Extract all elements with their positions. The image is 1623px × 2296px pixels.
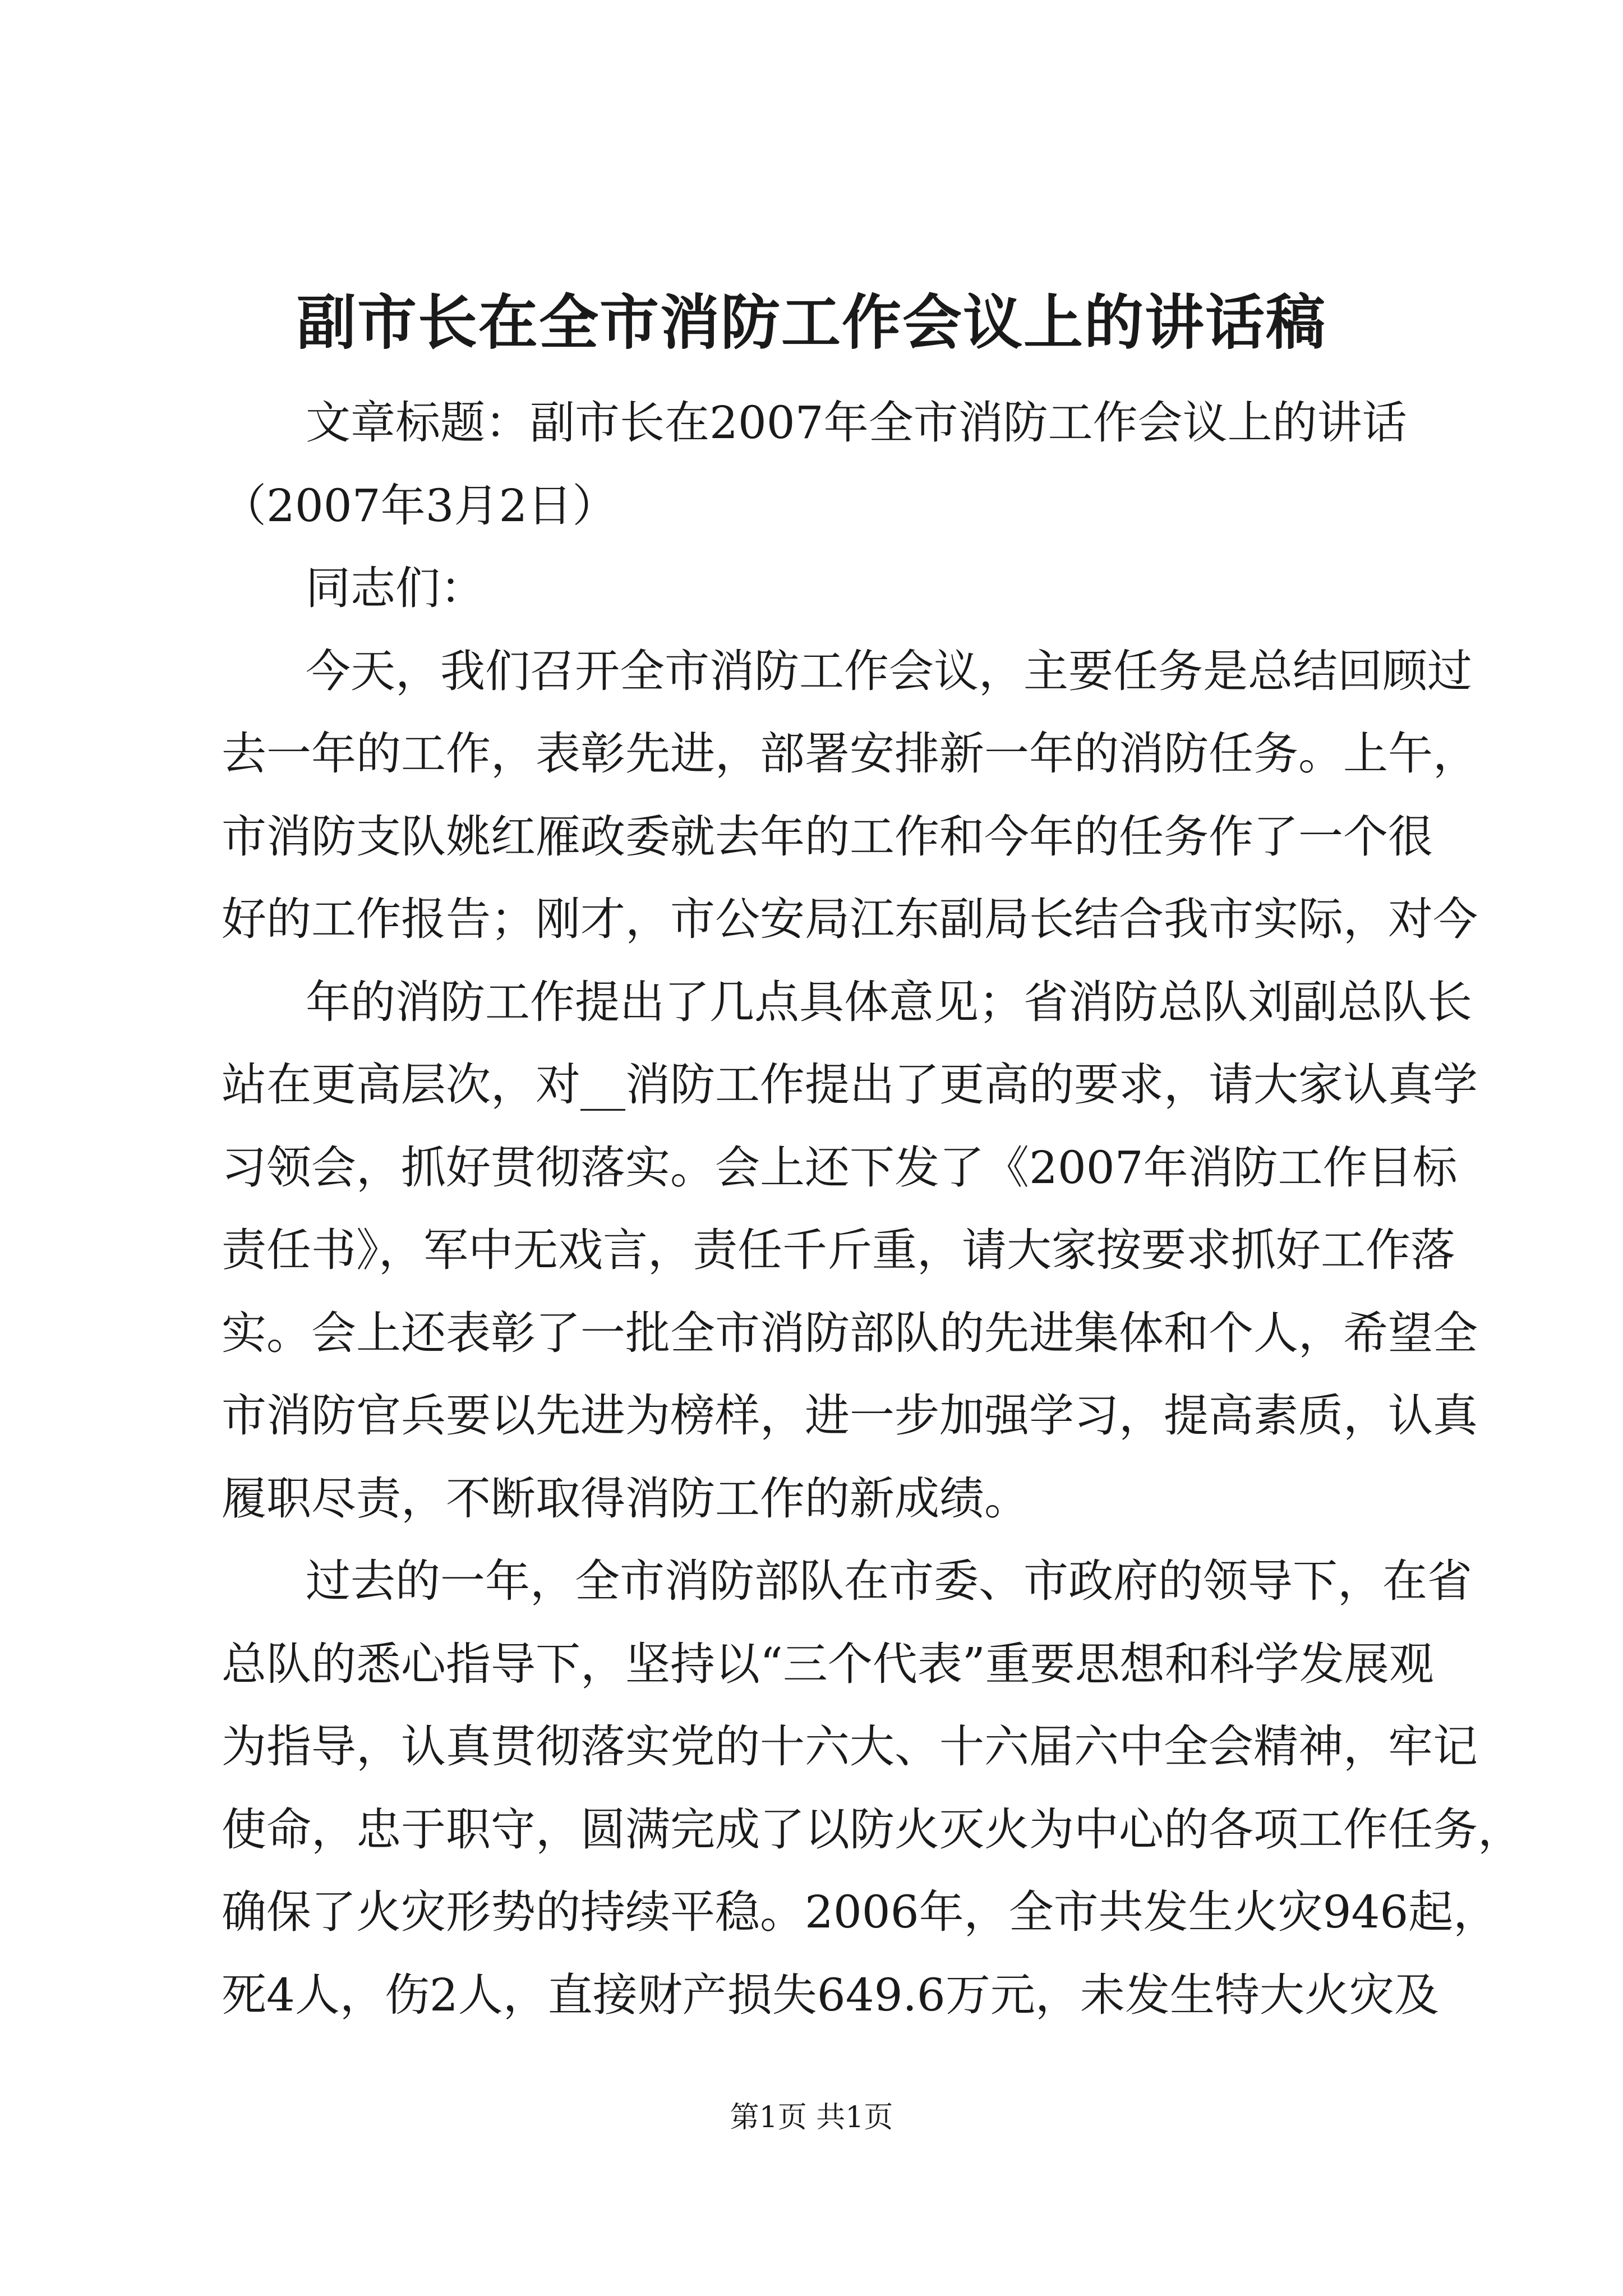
- paragraph-line: 习领会，抓好贯彻落实。会上还下发了《2007年消防工作目标: [222, 1141, 1458, 1194]
- paragraph-line: 为指导，认真贯彻落实党的十六大、十六届六中全会精神，牢记: [222, 1720, 1478, 1773]
- paragraph-line: （2007年3月2日）: [222, 479, 617, 532]
- paragraph-line: 市消防官兵要以先进为榜样，进一步加强学习，提高素质，认真: [222, 1389, 1478, 1442]
- paragraph-line: 市消防支队姚红雁政委就去年的工作和今年的任务作了一个很: [222, 810, 1433, 863]
- paragraph-line: 去一年的工作，表彰先进，部署安排新一年的消防任务。上午，: [222, 728, 1478, 780]
- paragraph-line: 使命，忠于职守，圆满完成了以防火灭火为中心的各项工作任务，: [222, 1803, 1523, 1856]
- document-title: 副市长在全市消防工作会议上的讲话稿: [297, 287, 1326, 357]
- paragraph-line: 好的工作报告；刚才，市公安局江东副局长结合我市实际，对今: [222, 893, 1478, 945]
- paragraph-line: 过去的一年，全市消防部队在市委、市政府的领导下，在省: [306, 1555, 1472, 1607]
- paragraph-line: 实。会上还表彰了一批全市消防部队的先进集体和个人，希望全: [222, 1306, 1478, 1359]
- paragraph-line: 死4人，伤2人，直接财产损失649.6万元，未发生特大火灾及: [222, 1968, 1439, 2021]
- paragraph-line: 文章标题：副市长在2007年全市消防工作会议上的讲话: [306, 397, 1407, 449]
- paragraph-line: 责任书》，军中无戏言，责任千斤重，请大家按要求抓好工作落: [222, 1224, 1455, 1276]
- paragraph-line: 确保了火灾形势的持续平稳。2006年，全市共发生火灾946起，: [222, 1886, 1498, 1938]
- paragraph-line: 站在更高层次，对__消防工作提出了更高的要求，请大家认真学: [222, 1059, 1478, 1111]
- paragraph-line: 今天，我们召开全市消防工作会议，主要任务是总结回顾过: [306, 645, 1472, 697]
- paragraph-line: 总队的悉心指导下，坚持以“三个代表”重要思想和科学发展观: [222, 1637, 1434, 1690]
- page-footer: 第1页 共1页: [730, 2101, 893, 2134]
- paragraph-line: 履职尽责，不断取得消防工作的新成绩。: [222, 1472, 1029, 1525]
- paragraph-line: 同志们：: [306, 562, 485, 614]
- paragraph-line: 年的消防工作提出了几点具体意见；省消防总队刘副总队长: [306, 976, 1472, 1028]
